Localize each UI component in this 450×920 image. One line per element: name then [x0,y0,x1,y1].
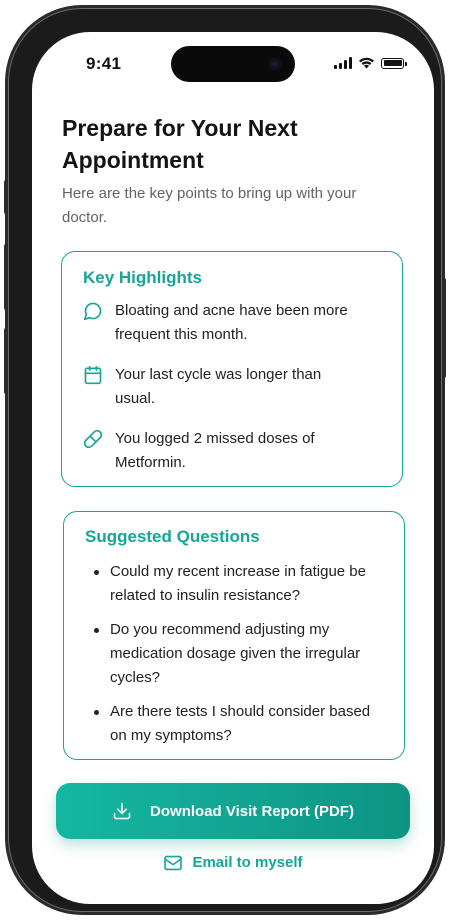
key-highlights-title: Key Highlights [83,268,203,287]
status-bar [32,32,434,94]
highlight-text: Your last cycle was longer than usual. [115,366,322,407]
page-title: Prepare for Your Next Appointment [62,115,298,173]
battery-icon [381,58,404,69]
volume-up-button [4,244,8,310]
email-to-myself-label: Email to myself [192,854,303,871]
question-item: Are there tests I should consider based on my symptoms? [85,700,375,748]
highlight-item [83,363,355,411]
status-time: 9:41 [86,54,122,73]
highlight-item [83,427,355,475]
action-button [4,180,8,214]
phone-frame [8,8,442,912]
volume-down-button [4,328,8,394]
download-report-button[interactable] [56,783,410,839]
question-item: Do you recommend adjusting my medication dosage given the irregular cycles? [85,618,375,690]
screen [32,32,434,904]
email-to-myself-link[interactable] [32,854,434,871]
key-highlights-card [61,251,403,487]
power-button [442,278,446,378]
page-subtitle: Here are the key points to bring up with your doctor. [62,185,357,226]
highlight-text: You logged 2 missed doses of Metformin. [115,430,315,471]
question-list [85,560,375,758]
highlight-text: Bloating and acne have been more frequent this month. [115,302,348,343]
chat-bubble-icon [83,301,103,321]
page-header [62,112,404,230]
calendar-icon [83,365,103,385]
question-item: Could my recent increase in fatigue be related to insulin resistance? [85,560,375,608]
dynamic-island [171,46,295,82]
suggested-questions-card [63,511,405,760]
wifi-icon [358,57,375,69]
download-report-label: Download Visit Report (PDF) [150,802,354,820]
pill-icon [83,429,103,449]
mail-icon [163,855,183,871]
highlight-item [83,299,355,347]
suggested-questions-title: Suggested Questions [85,527,260,546]
download-icon [112,801,132,821]
cellular-signal-icon [334,57,352,69]
status-icons [334,56,404,70]
camera-icon [269,58,281,70]
